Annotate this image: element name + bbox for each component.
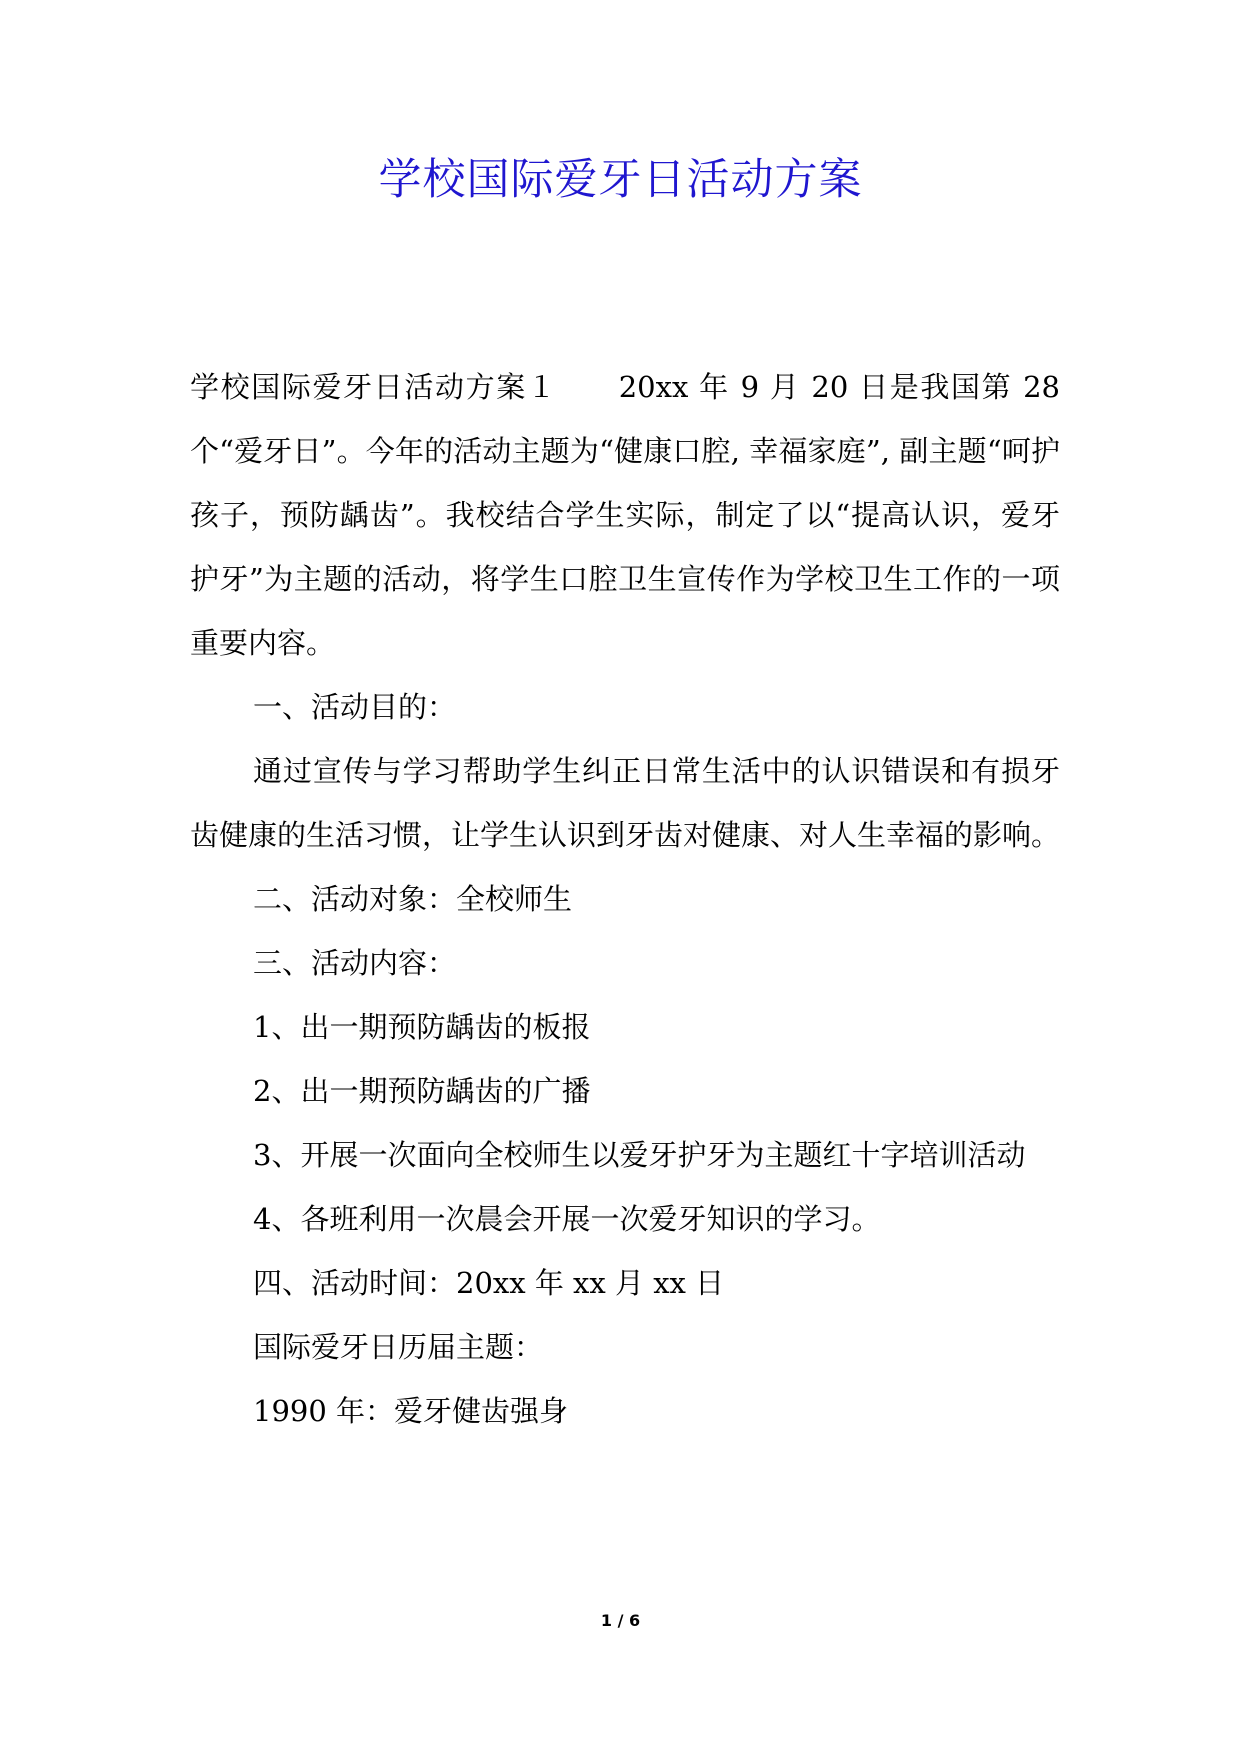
section-heading-content: 三、活动内容： [253, 946, 457, 980]
themes-heading: 国际爱牙日历届主题： [253, 1330, 544, 1364]
content-item-4: 4、各班利用一次晨会开展一次爱牙知识的学习。 [253, 1202, 881, 1236]
intro-paragraph: 学校国际爱牙日活动方案１ 20xx 年 9 月 20 日是我国第 28 个“爱牙日”。今年的活动主题为“健康口腔, 幸福家庭”, 副主题“呵护孩子，预防龋齿”。我校结合学生实际，制定了以“提高认识，爱牙护牙”为主题的活动，将学生口腔卫生宣传作为学校卫生工作的一项重要内容。 [190, 370, 1060, 660]
document-title: 学校国际爱牙日活动方案 [378, 155, 863, 205]
section-heading-purpose: 一、活动目的： [253, 690, 457, 724]
content-item-1: 1、出一期预防龋齿的板报 [253, 1010, 591, 1044]
content-item-2: 2、出一期预防龋齿的广播 [253, 1074, 591, 1108]
section-heading-audience: 二、活动对象：全校师生 [253, 882, 573, 916]
purpose-paragraph: 通过宣传与学习帮助学生纠正日常生活中的认识错误和有损牙齿健康的生活习惯，让学生认识到牙齿对健康、对人生幸福的影响。 [190, 754, 1061, 852]
document-body [190, 355, 1060, 1443]
content-item-3: 3、开展一次面向全校师生以爱牙护牙为主题红十字培训活动 [253, 1138, 1026, 1172]
theme-1990: 1990 年：爱牙健齿强身 [253, 1394, 569, 1428]
section-heading-time: 四、活动时间：20xx 年 xx 月 xx 日 [253, 1266, 725, 1300]
page-number: 1 / 6 [600, 1611, 641, 1630]
